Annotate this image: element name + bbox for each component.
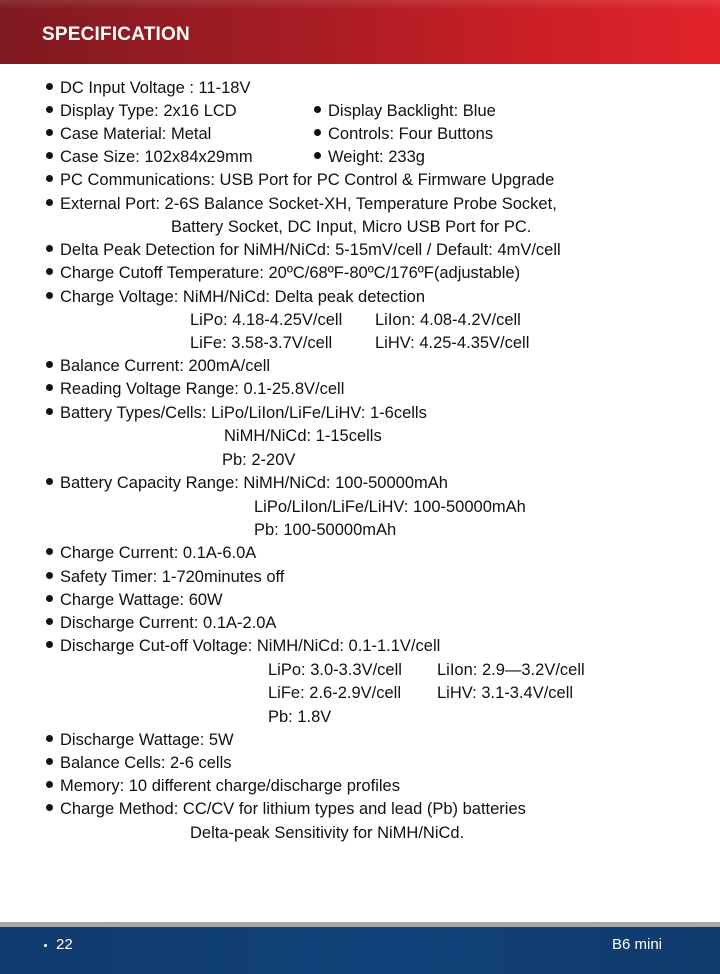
bullet-icon: [46, 106, 53, 113]
spec-continuation: Pb: 100-50000mAh: [254, 521, 397, 539]
spec-item: [46, 473, 448, 493]
spec-item: [46, 78, 250, 98]
spec-text: Reading Voltage Range: 0.1-25.8V/cell: [60, 380, 345, 398]
spec-item: [46, 147, 253, 167]
spec-item: [46, 287, 425, 307]
footer-dot-icon: [44, 944, 47, 947]
spec-item: [46, 730, 234, 750]
bullet-icon: [46, 361, 53, 368]
bullet-icon: [46, 384, 53, 391]
spec-item: [314, 147, 425, 167]
spec-continuation: LiPo: 4.18-4.25V/cell: [190, 311, 343, 329]
spec-text: Battery Types/Cells: LiPo/LiIon/LiFe/LiHV: 1-6cells: [60, 404, 427, 422]
product-name: B6 mini: [612, 936, 663, 953]
spec-text: DC Input Voltage : 11-18V: [60, 79, 251, 97]
spec-item: [46, 613, 276, 633]
bullet-icon: [46, 781, 53, 788]
bullet-icon: [46, 83, 53, 90]
bullet-icon: [46, 199, 53, 206]
bullet-icon: [46, 758, 53, 765]
bullet-icon: [46, 152, 53, 159]
page-title: SPECIFICATION: [42, 24, 190, 45]
spec-text: Memory: 10 different charge/discharge profiles: [60, 777, 400, 795]
spec-item: [314, 101, 496, 121]
bullet-icon: [46, 129, 53, 136]
spec-item: [46, 636, 440, 656]
spec-continuation: LiHV: 4.25-4.35V/cell: [375, 334, 530, 352]
bullet-icon: [46, 245, 53, 252]
bullet-icon: [46, 735, 53, 742]
spec-continuation: LiFe: 2.6-2.9V/cell: [268, 684, 401, 702]
spec-text: Display Type: 2x16 LCD: [60, 102, 237, 120]
spec-text: Charge Wattage: 60W: [60, 591, 223, 609]
spec-item: [46, 543, 256, 563]
spec-text: Safety Timer: 1-720minutes off: [60, 568, 285, 586]
spec-continuation: LiFe: 3.58-3.7V/cell: [190, 334, 333, 352]
spec-item: [46, 170, 554, 190]
spec-text: Discharge Wattage: 5W: [60, 731, 234, 749]
bullet-icon: [314, 129, 321, 136]
spec-item: [46, 753, 232, 773]
spec-text: Controls: Four Buttons: [328, 125, 494, 143]
spec-text: Discharge Cut-off Voltage: NiMH/NiCd: 0.1-1.1V/cell: [60, 637, 441, 655]
page-number: 22: [56, 936, 73, 953]
spec-text: Balance Current: 200mA/cell: [60, 357, 271, 375]
spec-continuation: LiIon: 4.08-4.2V/cell: [375, 311, 521, 329]
spec-continuation: LiIon: 2.9—3.2V/cell: [437, 661, 585, 679]
bullet-icon: [46, 268, 53, 275]
spec-item: [46, 124, 211, 144]
bullet-icon: [46, 618, 53, 625]
spec-text: Charge Voltage: NiMH/NiCd: Delta peak detection: [60, 288, 426, 306]
spec-item: [46, 590, 223, 610]
spec-text: External Port: 2-6S Balance Socket-XH, Temperature Probe Socket,: [60, 195, 557, 213]
spec-text: PC Communications: USB Port for PC Control & Firmware Upgrade: [60, 171, 555, 189]
spec-text: Discharge Current: 0.1A-2.0A: [60, 614, 277, 632]
bullet-icon: [46, 478, 53, 485]
spec-text: Display Backlight: Blue: [328, 102, 496, 120]
spec-item: [46, 240, 561, 260]
spec-continuation: Battery Socket, DC Input, Micro USB Port for PC.: [171, 218, 532, 236]
spec-item: [46, 403, 427, 423]
spec-text: Case Size: 102x84x29mm: [60, 148, 253, 166]
spec-text: Delta Peak Detection for NiMH/NiCd: 5-15mV/cell / Default: 4mV/cell: [60, 241, 561, 259]
spec-text: Charge Method: CC/CV for lithium types and lead (Pb) batteries: [60, 800, 526, 818]
spec-continuation: LiPo/LiIon/LiFe/LiHV: 100-50000mAh: [254, 498, 526, 516]
spec-item: [314, 124, 493, 144]
spec-item: [46, 799, 526, 819]
spec-continuation: Delta-peak Sensitivity for NiMH/NiCd.: [190, 824, 465, 842]
bullet-icon: [314, 152, 321, 159]
bullet-icon: [46, 175, 53, 182]
spec-text: Balance Cells: 2-6 cells: [60, 754, 232, 772]
spec-item: [46, 101, 237, 121]
bullet-icon: [46, 572, 53, 579]
spec-continuation: Pb: 2-20V: [222, 451, 296, 469]
spec-text: Charge Cutoff Temperature: 20ºC/68ºF-80ºC/176ºF(adjustable): [60, 264, 521, 282]
spec-text: Case Material: Metal: [60, 125, 212, 143]
bullet-icon: [46, 292, 53, 299]
spec-continuation: LiHV: 3.1-3.4V/cell: [437, 684, 574, 702]
bullet-icon: [46, 408, 53, 415]
spec-text: Weight: 233g: [328, 148, 425, 166]
spec-item: [46, 379, 344, 399]
spec-continuation: Pb: 1.8V: [268, 708, 332, 726]
spec-item: [46, 567, 284, 587]
spec-text: Charge Current: 0.1A-6.0A: [60, 544, 257, 562]
spec-item: [46, 194, 557, 214]
bullet-icon: [46, 595, 53, 602]
spec-item: [46, 263, 520, 283]
bullet-icon: [46, 804, 53, 811]
spec-item: [46, 356, 270, 376]
spec-continuation: LiPo: 3.0-3.3V/cell: [268, 661, 402, 679]
bullet-icon: [46, 548, 53, 555]
bullet-icon: [314, 106, 321, 113]
spec-text: Battery Capacity Range: NiMH/NiCd: 100-50000mAh: [60, 474, 448, 492]
spec-continuation: NiMH/NiCd: 1-15cells: [224, 427, 382, 445]
bullet-icon: [46, 641, 53, 648]
spec-item: [46, 776, 400, 796]
